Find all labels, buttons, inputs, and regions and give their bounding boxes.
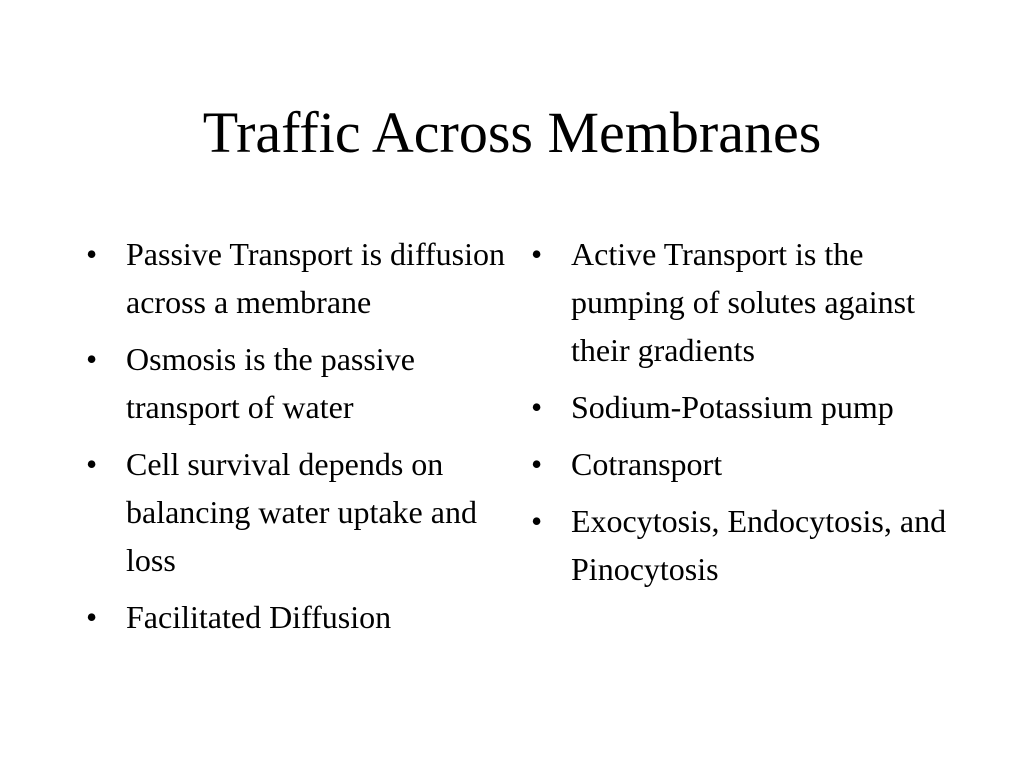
slide-title: Traffic Across Membranes	[202, 100, 822, 165]
list-item	[531, 383, 951, 431]
bullet-text: Osmosis is the passive transport of water	[126, 341, 415, 425]
list-item	[531, 497, 951, 593]
left-bullet-list	[86, 230, 506, 650]
bullet-icon: •	[86, 236, 98, 272]
bullet-text: Sodium-Potassium pump	[571, 389, 894, 425]
list-item	[86, 230, 506, 326]
bullet-text: Active Transport is the pumping of solutes against their gradients	[571, 236, 915, 368]
bullet-icon: •	[531, 236, 543, 272]
bullet-text: Cell survival depends on balancing water uptake and loss	[126, 446, 477, 578]
right-bullet-list	[531, 230, 951, 602]
bullet-icon: •	[531, 446, 543, 482]
bullet-icon: •	[531, 503, 543, 539]
bullet-icon: •	[86, 446, 98, 482]
list-item	[86, 593, 506, 641]
list-item	[86, 440, 506, 584]
bullet-text: Exocytosis, Endocytosis, and Pinocytosis	[571, 503, 947, 587]
bullet-text: Facilitated Diffusion	[126, 599, 392, 635]
bullet-text: Cotransport	[571, 446, 723, 482]
list-item	[86, 335, 506, 431]
bullet-icon: •	[86, 599, 98, 635]
bullet-icon: •	[531, 389, 543, 425]
bullet-icon: •	[86, 341, 98, 377]
bullet-text: Passive Transport is diffusion across a membrane	[126, 236, 506, 320]
list-item	[531, 440, 951, 488]
list-item	[531, 230, 951, 374]
